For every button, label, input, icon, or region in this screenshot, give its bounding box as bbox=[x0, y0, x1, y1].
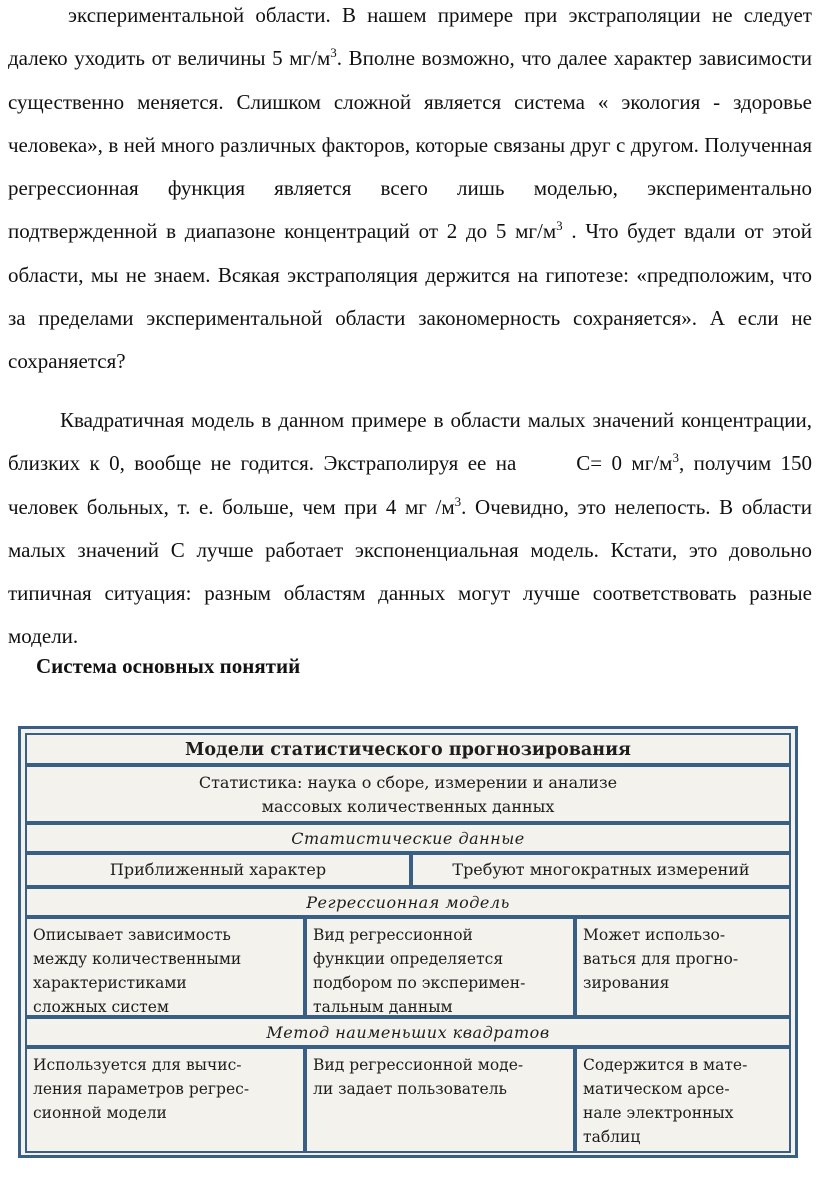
regression-model-cell bbox=[25, 917, 305, 1017]
statistical-data-header-cell bbox=[25, 823, 791, 853]
least-squares-header-cell bbox=[25, 1017, 791, 1047]
statistical-data-right: Требуют многократных измерений bbox=[452, 860, 750, 879]
regression-model-header-cell bbox=[25, 887, 791, 917]
paragraph1-text-c: . Что будет вдали от этой области, мы не знаем. Всякая экстраполяция держится на гипотезе: «предположим, что за пределами экспериментальной области закономерность сохраняется». А если не сохраняется? bbox=[8, 219, 812, 374]
least-squares-text: Используется для вычис- ления параметров регрес- сионной модели bbox=[33, 1056, 250, 1122]
superscript: 3 bbox=[330, 45, 337, 61]
section-heading: Система основных понятий bbox=[36, 654, 301, 678]
paragraph-extrapolation bbox=[8, 0, 812, 384]
statistical-data-left: Приближенный характер bbox=[109, 860, 327, 879]
paragraph2-text-b: C= 0 мг/м bbox=[576, 451, 673, 476]
regression-model-text: Может использо- ваться для прогно- зирования bbox=[583, 926, 739, 992]
least-squares-cell bbox=[305, 1047, 575, 1153]
statistical-data-header: Статистические данные bbox=[291, 829, 525, 848]
paragraph1-text-a: экспериментальной области. В нашем примере при экстраполяции не следует далеко уходить от величины 5 мг/м bbox=[8, 3, 812, 71]
paragraph2-text-a: Квадратичная модель в данном примере в области малых значений концентрации, близких к 0, вообще не годится. Экстраполируя ее на bbox=[8, 408, 812, 476]
superscript: 3 bbox=[672, 450, 679, 466]
least-squares-text: Вид регрессионной моде- ли задает пользователь bbox=[313, 1056, 524, 1098]
statistical-data-right-cell bbox=[411, 853, 791, 887]
regression-model-text: Вид регрессионной функции определяется подбором по эксперимен- тальным данным bbox=[313, 926, 526, 1016]
paragraph2-text-c: , получим 150 человек больных, т. е. больше, чем при 4 мг /м bbox=[8, 451, 812, 519]
paragraph1-text-b: . Вполне возможно, что далее характер зависимости существенно меняется. Слишком сложной является система « экология - здоровье человека», в ней много различных факторов, которые связаны друг с другом. Полученная регрессионная функция является всего лишь моделью, экспериментально подтвержденной в диапазоне концентраций от 2 до 5 мг/м bbox=[8, 46, 812, 244]
regression-model-cell bbox=[575, 917, 791, 1017]
concept-table-image bbox=[18, 726, 798, 1158]
paragraph2-text-d: . Очевидно, это нелепость. В области малых значений C лучше работает экспоненциальная модель. Кстати, это довольно типичная ситуация: разным областям данных могут лучше соответствовать разные модели. bbox=[8, 494, 812, 649]
superscript: 3 bbox=[556, 218, 563, 234]
regression-model-cell bbox=[305, 917, 575, 1017]
superscript: 3 bbox=[454, 493, 462, 509]
statistical-data-left-cell bbox=[25, 853, 411, 887]
paragraph-quadratic-model bbox=[8, 399, 812, 659]
table-title: Модели статистического прогнозирования bbox=[185, 740, 631, 760]
statistics-definition-cell bbox=[25, 765, 791, 823]
regression-model-header: Регрессионная модель bbox=[306, 893, 510, 912]
least-squares-text: Содержится в мате- матическом арсе- нале электронных таблиц bbox=[583, 1056, 748, 1146]
least-squares-cell bbox=[575, 1047, 791, 1153]
table-title-cell bbox=[25, 733, 791, 765]
statistics-definition: Статистика: наука о сборе, измерении и анализе массовых количественных данных bbox=[198, 773, 618, 816]
least-squares-header: Метод наименьших квадратов bbox=[266, 1023, 550, 1042]
regression-model-text: Описывает зависимость между количественными характеристиками сложных систем bbox=[33, 926, 242, 1016]
least-squares-cell bbox=[25, 1047, 305, 1153]
